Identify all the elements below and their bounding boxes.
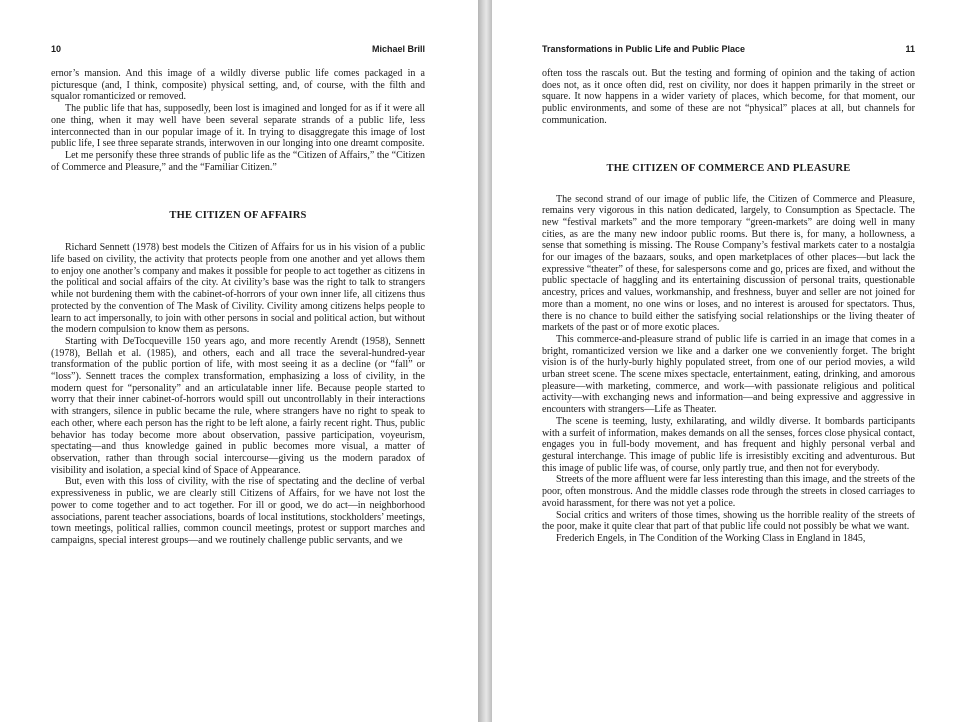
section-heading: THE CITIZEN OF AFFAIRS <box>169 210 307 222</box>
section-heading: THE CITIZEN OF COMMERCE AND PLEASURE <box>606 162 851 174</box>
paragraph: But, even with this loss of civility, with the rise of spectating and the decline of verbal expressiveness in public, we are clearly still Citizens of Affairs, for we have not lost the power to come together and to act together. For ill or good, we do act—in neighborhood associations, parent teacher associations, boards of local institutions, stockholders’ meetings, town meetings, political rallies, common council meetings, protest or support marches and campaigns, special interest groups—and we routinely challenge public servants, and we <box>51 476 425 546</box>
running-head: Transformations in Public Life and Public Place <box>542 44 746 54</box>
body-text <box>542 68 915 545</box>
paragraph: Richard Sennett (1978) best models the Citizen of Affairs for us in his vision of a public life based on civility, the activity that protects people from one another and yet allows them to enjoy one another’s company and makes it possible for people to act together as citizens in the political and social affairs of the city. At civility’s base was the right to talk to strangers while not burdening them with the cabinet-of-horrors of your own inner life, all citizens thus protected by the convention of The Mask of Civility. Civility among citizens helps people to learn to act impersonally, to join with other persons in social and political action, but without the modern compulsion to know them as persons. <box>51 242 425 336</box>
paragraph: Starting with DeTocqueville 150 years ago, and more recently Arendt (1958), Sennett (1978), Bellah et al. (1985), and others, each and all trace the several-hundred-year transformation of the public portion of life, with most seeing it as a decline (or “fall” or “loss”). Sennett traces the complex transformation, emphasizing a loss of civility, in the modern quest for “personality” and an articulatable inner life. Because people started to worry that their inner cabinet-of-horrors would spill out uncontrollably in their interactions with strangers, silence in public became the rule, where strangers have no right to speak to each other, where each person has the right to be left alone, a fairly recent right. Thus, public behavior has today become more about observation, passive participation, voyeurism, spectating—and thus knowledge gained in public becomes more visual, a matter of observation, rather than through social intercourse—giving us the modern paradox of visibility and isolation, a special kind of Space of Appearance. <box>51 335 425 476</box>
paragraph: often toss the rascals out. But the testing and forming of opinion and the taking of action does not, as it once often did, rest on civility, nor does it happen primarily in the street or square. It now happens in a wider variety of places, which become, for that moment, our public environments, and some of these are not “physical” places at all, but channels for communication. <box>542 68 915 126</box>
paragraph: The public life that has, supposedly, been lost is imagined and longed for as if it were all one thing, when it may well have been several separate strands of a public life, less interconnected than in our popular image of it. In trying to disaggregate this image of lost public life, I see three separate strands, interwoven in our longing into one dreamt composite. <box>51 103 425 150</box>
paragraph: Streets of the more affluent were far less interesting than this image, and the streets of the poor, often monstrous. And the middle classes rode through the streets in closed carriages to avoid harassment, for there was not yet a police. <box>542 474 915 509</box>
page-number: 10 <box>51 44 62 54</box>
paragraph: Frederich Engels, in The Condition of the Working Class in England in 1845, <box>556 532 866 544</box>
body-text <box>51 68 425 547</box>
paragraph: The scene is teeming, lusty, exhilarating, and wildly diverse. It bombards participants with a surfeit of information, makes demands on all the senses, forces close physical contact, engages you in full-body movement, and has frequent and highly personal verbal and gestural interchange. This image of public life is irresistibly exciting and adventurous. But this image of public life was, of course, only partly true, and then not for everybody. <box>542 415 915 474</box>
running-head: Michael Brill <box>371 44 425 54</box>
left-page-header <box>51 44 425 58</box>
paragraph: This commerce-and-pleasure strand of public life is carried in an image that comes in a bright, romanticized version we like and a darker one we conveniently forget. The bright vision is of the hurly-burly highly populated street, from one of our period movies, a wild urban street scene. The scene mixes spectacle, entertainment, eating, drinking, and amorous pleasure—with marketing, commerce, and work—with passionate religious and political activity—with exchanging news and information—and being expressive and aggressive in encounters with strangers—Life as Theater. <box>542 333 915 416</box>
right-page-header <box>542 44 915 58</box>
page-gutter <box>478 0 492 722</box>
paragraph: The second strand of our image of public life, the Citizen of Commerce and Pleasure, remains very vigorous in this nation dedicated, largely, to Consumption as Spectacle. The new “festival markets” and the more temporary “green-markets” are doing well in many cities, as are the many new indoor public rooms. But there is, for many, a hollowness, a sense that something is missing. The Rouse Company’s festival markets cater to a nostalgia for our images of the bazaars, souks, and open marketplaces of other places—but lack the expressive “theater” of these, for salespersons come and go, prices are fixed, and without the public spectacle of haggling and its entertaining discussion of personal traits, questionable ancestry, prices and values, workmanship, and freshness, buyer and seller are not joined for more than a moment, no one wins or loses, and no interest is aroused for spectators. Thus, there is no chance to build either the satisfying social relationships or the living theater of markets of the past or of more exotic places. <box>542 193 915 334</box>
left-page <box>0 0 478 722</box>
paragraph: ernor’s mansion. And this image of a wildly diverse public life comes packaged in a picturesque (and, I think, composite) physical setting, and, of course, with the filth and squalor romanticized or removed. <box>51 68 425 103</box>
right-page-content <box>542 44 915 545</box>
right-page <box>492 0 971 722</box>
left-page-content <box>51 44 425 547</box>
paragraph: Social critics and writers of those times, showing us the horrible reality of the streets of the poor, make it quite clear that part of that public life could not possibly be what we want. <box>542 509 915 533</box>
paragraph: Let me personify these three strands of public life as the “Citizen of Affairs,” the “Citizen of Commerce and Pleasure,” and the “Familiar Citizen.” <box>51 149 425 173</box>
page-number: 11 <box>905 44 915 54</box>
